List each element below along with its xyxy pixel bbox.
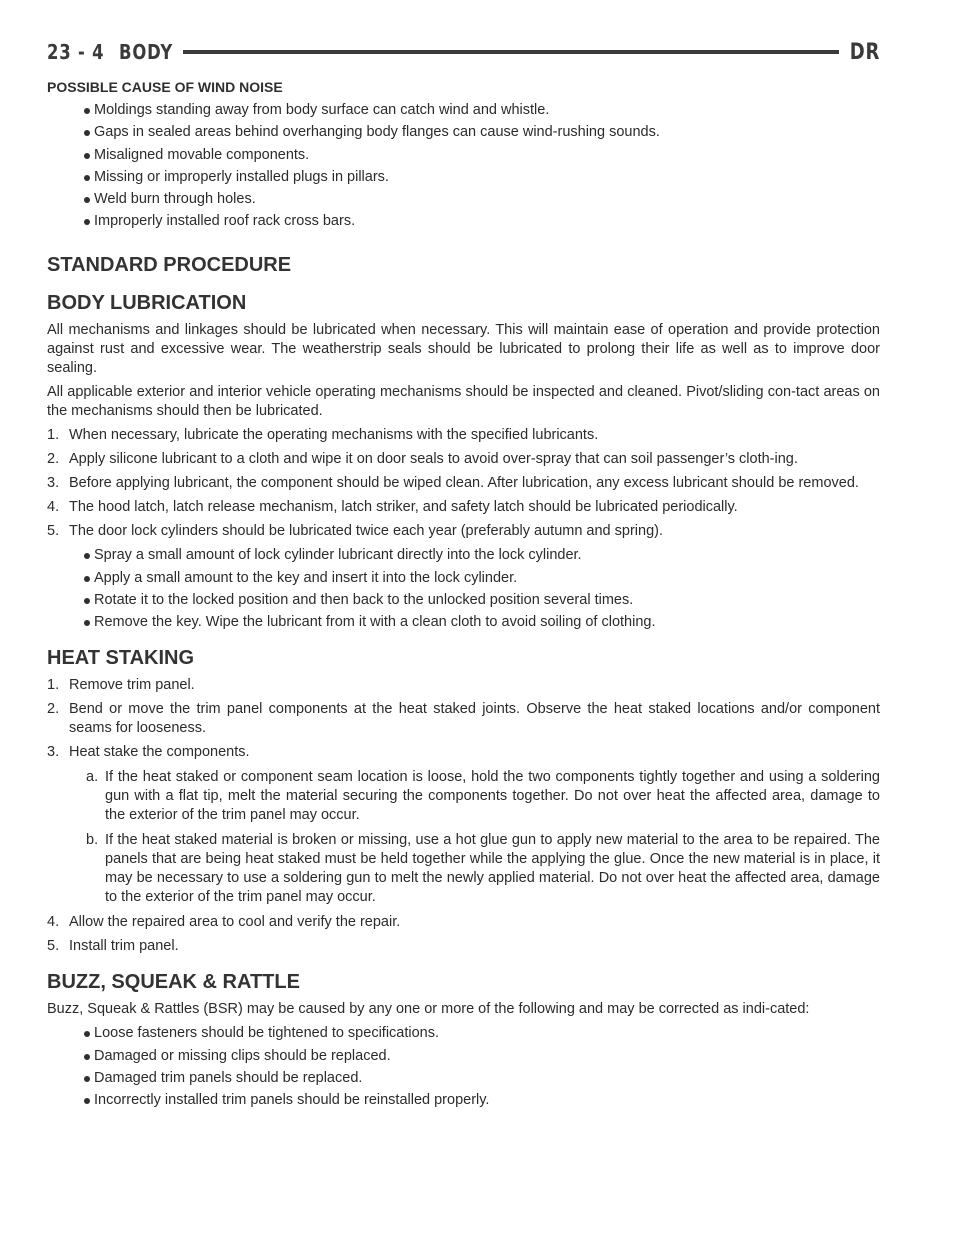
bullet-icon <box>84 175 90 181</box>
list-item: Improperly installed roof rack cross bars. <box>47 212 880 231</box>
bullet-icon <box>84 598 90 604</box>
bullet-icon <box>84 1076 90 1082</box>
list-item: Loose fasteners should be tightened to specifications. <box>47 1024 880 1043</box>
step-item: 1. Remove trim panel. <box>47 677 195 694</box>
step-item: 3. Heat stake the components. a. If the heat staked or component seam location is loose, hold the two components tightly together and using a soldering gun with a flat tip, melt the material securing the components together. Do not over heat the affected area, damage to the exterior of the trim panel may occur. b. If the heat staked material is broken or missing, use a hot glue gun to apply new material to the area to be repaired. The panels that are being heat staked must be held together while the applying the glue. Once the new material is in place, it may be necessary to use a soldering gun to melt the newly applied material. Do not over heat the affected area, damage to the exterior of the trim panel may occur. <box>47 744 880 906</box>
bullet-icon <box>84 1054 90 1060</box>
bsr-list <box>47 1024 880 1110</box>
bullet-icon <box>84 197 90 203</box>
body-lubrication-para-1: All mechanisms and linkages should be lubricated when necessary. This will maintain ease of operation and provide protection against rust and excessive wear. The weatherstrip seals should be lubricated to prolong their life as well as to improve door sealing. <box>47 322 880 377</box>
body-lubrication-para-2: All applicable exterior and interior vehicle operating mechanisms should be inspected and cleaned. Pivot/sliding con-tact areas on the mechanisms should then be lubricated. <box>47 384 880 420</box>
step-item: 4. Allow the repaired area to cool and verify the repair. <box>47 914 401 931</box>
list-item: Damaged or missing clips should be replaced. <box>47 1047 880 1066</box>
bsr-intro: Buzz, Squeak & Rattles (BSR) may be caused by any one or more of the following and may be corrected as indi-cated: <box>47 1001 810 1018</box>
bullet-icon <box>84 153 90 159</box>
page-header <box>47 38 880 66</box>
list-item: Incorrectly installed trim panels should be reinstalled properly. <box>47 1091 880 1110</box>
bullet-icon <box>84 108 90 114</box>
step-item: 5. The door lock cylinders should be lubricated twice each year (preferably autumn and spring). <box>47 523 664 540</box>
bullet-icon <box>84 1031 90 1037</box>
section-number: 23 - 4 <box>47 40 105 64</box>
wind-noise-heading: POSSIBLE CAUSE OF WIND NOISE <box>47 79 283 95</box>
bullet-icon <box>84 219 90 225</box>
model-code: DR <box>849 39 880 65</box>
list-item: Damaged trim panels should be replaced. <box>47 1069 880 1088</box>
bullet-icon <box>84 553 90 559</box>
substep-item: b. If the heat staked material is broken or missing, use a hot glue gun to apply new material to the area to be repaired. The panels that are being heat staked must be held together while the applying the glue. Once the new material is in place, it may be necessary to use a soldering gun to melt the newly applied material. Do not over heat the affected area, damage to the exterior of the trim panel may occur. <box>86 832 880 906</box>
list-item: Weld burn through holes. <box>47 190 880 209</box>
standard-procedure-heading: STANDARD PROCEDURE <box>47 254 292 277</box>
step-item: 2. Apply silicone lubricant to a cloth and wipe it on door seals to avoid over-spray that can soil passenger’s cloth-ing. <box>47 451 798 468</box>
step-item: 1. When necessary, lubricate the operating mechanisms with the specified lubricants. <box>47 427 599 444</box>
lubrication-steps <box>47 426 880 541</box>
manual-page <box>47 38 880 1114</box>
list-item: Rotate it to the locked position and then back to the unlocked position several times. <box>47 591 880 610</box>
substep-item: a. If the heat staked or component seam location is loose, hold the two components tightly together and using a soldering gun with a flat tip, melt the material securing the components together. Do not over heat the affected area, damage to the exterior of the trim panel may occur. <box>86 769 880 824</box>
bullet-icon <box>84 620 90 626</box>
list-item: Gaps in sealed areas behind overhanging body flanges can cause wind-rushing sounds. <box>47 123 880 142</box>
list-item: Spray a small amount of lock cylinder lubricant directly into the lock cylinder. <box>47 546 880 565</box>
lock-cylinder-list <box>47 546 880 632</box>
body-lubrication-heading: BODY LUBRICATION <box>47 292 247 315</box>
step-item: 4. The hood latch, latch release mechanism, latch striker, and safety latch should be lubricated periodically. <box>47 499 738 516</box>
list-item: Missing or improperly installed plugs in pillars. <box>47 168 880 187</box>
list-item: Moldings standing away from body surface can catch wind and whistle. <box>47 101 880 120</box>
bullet-icon <box>84 576 90 582</box>
header-rule <box>183 50 839 54</box>
bullet-icon <box>84 1098 90 1104</box>
bsr-heading: BUZZ, SQUEAK & RATTLE <box>47 971 300 994</box>
section-title: BODY <box>118 40 174 64</box>
heat-staking-steps <box>47 676 880 956</box>
list-item: Apply a small amount to the key and insert it into the lock cylinder. <box>47 569 880 588</box>
heat-staking-heading: HEAT STAKING <box>47 647 195 670</box>
list-item: Remove the key. Wipe the lubricant from it with a clean cloth to avoid soiling of clothing. <box>47 613 880 632</box>
step-item: 5. Install trim panel. <box>47 938 179 955</box>
heat-staking-substeps <box>47 768 880 907</box>
step-item: 2. Bend or move the trim panel components at the heat staked joints. Observe the heat staked locations and/or component seams for looseness. <box>47 701 880 737</box>
step-item: 3. Before applying lubricant, the component should be wiped clean. After lubrication, any excess lubricant should be removed. <box>47 475 859 492</box>
bullet-icon <box>84 130 90 136</box>
list-item: Misaligned movable components. <box>47 146 880 165</box>
wind-noise-list <box>47 101 880 231</box>
